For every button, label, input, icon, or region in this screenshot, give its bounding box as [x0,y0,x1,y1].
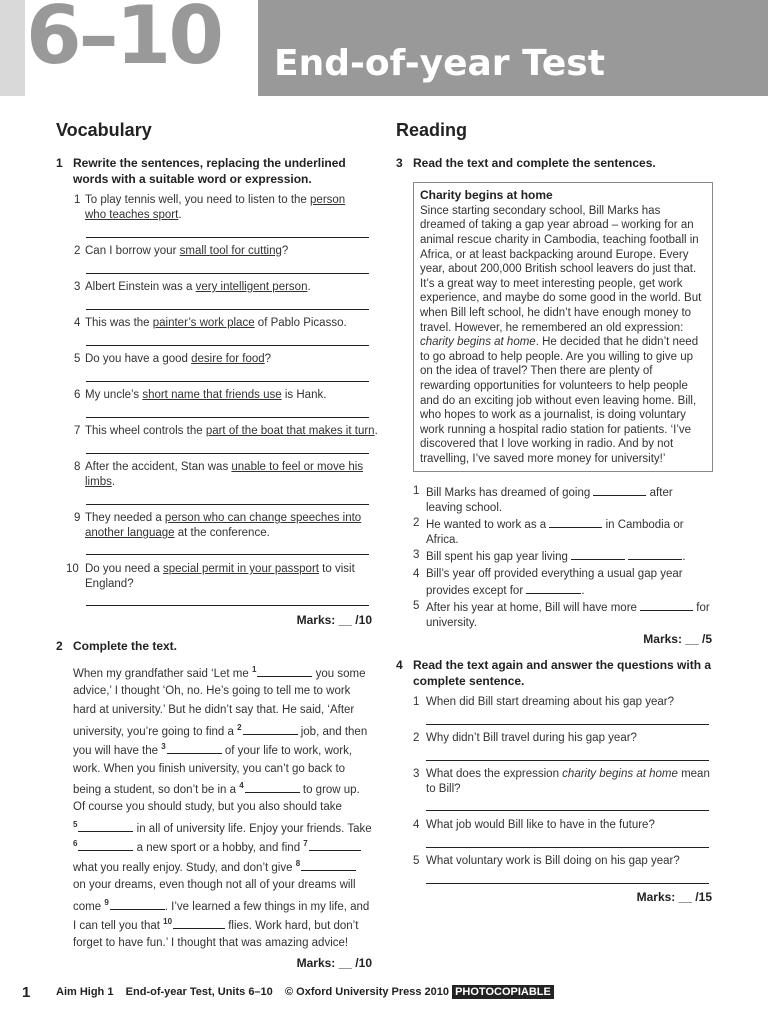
footer-text: Aim High 1 End-of-year Test, Units 6–10 © Oxford University Press 2010 PHOTOCOPIABLE [56,986,554,998]
text-line: what you really enjoy. Study, and don’t give $^8$ [73,859,356,876]
gap-input[interactable] [245,781,300,793]
text-line: forget to have fun.’ I thought that was amazing advice! [73,937,349,949]
answer-line[interactable] [86,237,369,238]
answer-line[interactable] [86,554,369,555]
text-line: university, you’re going to find a $^2$ job, and then [73,723,368,738]
answer-line[interactable] [86,504,369,505]
gap-input[interactable] [309,839,361,851]
answer-line[interactable] [86,381,369,382]
text-line: you will have the $^3$ of your life to work, work, [73,742,353,757]
gap-input[interactable] [549,516,602,528]
gap-input[interactable] [257,665,312,677]
text-line: work. When you finish university, you can’t go back to [73,763,346,775]
gap-input[interactable] [628,548,682,560]
reading-title: Charity begins at home [420,188,553,202]
text-line: $^6$ a new sport or a hobby, and find $^7$ [73,839,361,856]
gap-input[interactable] [640,599,693,611]
answer-line[interactable] [426,760,709,761]
text-line: advice,’ I thought ‘Oh, no. He’s going to tell me to work [73,685,351,697]
page-number: 1 [22,984,31,1001]
text-line: on your dreams, even though not all of your dreams will [73,879,356,891]
task-text: Rewrite the sentences, replacing the underlined words with a suitable word or expression. [73,156,346,186]
gap-input[interactable] [526,582,581,594]
gap-input[interactable] [301,859,356,871]
text-line: hard at university.’ But he didn’t say that. He said, ‘After [73,704,355,716]
marks-task-3: Marks: __ /5 [643,632,712,646]
vocabulary-heading: Vocabulary [56,120,152,140]
reading-heading: Reading [396,120,468,140]
answer-line[interactable] [86,309,369,310]
answer-line[interactable] [426,810,709,811]
gap-input[interactable] [78,820,133,832]
gap-input[interactable] [571,548,625,560]
header-side-band [0,0,25,96]
unit-range: 6–10 [26,0,221,82]
gap-input[interactable] [110,898,165,910]
header-band [258,0,768,96]
text-line: Of course you should study, but you also should take [73,801,342,813]
gap-input[interactable] [243,723,298,735]
task-number: 1 [56,156,63,170]
answer-line[interactable] [86,345,369,346]
marks-task-4: Marks: __ /15 [636,890,712,904]
answer-line[interactable] [86,273,369,274]
answer-line[interactable] [86,417,369,418]
text-line: $^5$ in all of university life. Enjoy your friends. Take [73,820,372,835]
text-line: come $^9$ . I’ve learned a few things in my life, and [73,898,370,913]
marks-task-1: Marks: __ /10 [296,613,372,627]
gap-input[interactable] [173,917,225,929]
marks-task-2: Marks: __ /10 [296,956,372,970]
text-line: being a student, so don’t be in a $^4$ to grow up. [73,781,360,796]
answer-line[interactable] [426,847,709,848]
answer-line[interactable] [426,883,709,884]
text-line: I can tell you that $^{10}$ flies. Work hard, but don’t [73,917,359,932]
reading-body: Since starting secondary school, Bill Marks has dreamed of taking a gap year abroad – working for an animal rescue charity in Cambodia, teaching football in Africa, or at least backpacking around Europe. Every year, about 200,000 British school leavers do just that. It’s a great way to meet interesting people, get work experience, and maybe do some good in the world. But when Bill left school, he didn’t have enough money to travel. However, he remembered an old expression: charity begins at home. He decided that he didn’t need to go abroad to help people. Are you willing to give up on the idea of travel? Then there are plenty of rewarding opportunities for volunteers to help people and do an exciting job without even leaving home. Bill, who hopes to work as a journalist, is doing voluntary work running a hospital radio station for patients. ‘I’ve discovered that I love working in radio. And by not travelling, I’ve saved more money for university!’ [420,204,702,465]
photocopiable-badge: PHOTOCOPIABLE [452,985,554,999]
reading-text-box [413,182,713,472]
page-title: End-of-year Test [274,43,605,84]
answer-line[interactable] [426,724,709,725]
text-line: When my grandfather said ‘Let me $^1$ you some [73,665,366,680]
answer-line[interactable] [86,605,369,606]
gap-input[interactable] [78,839,133,851]
gap-input[interactable] [167,742,222,754]
answer-line[interactable] [86,453,369,454]
gap-input[interactable] [593,484,646,496]
